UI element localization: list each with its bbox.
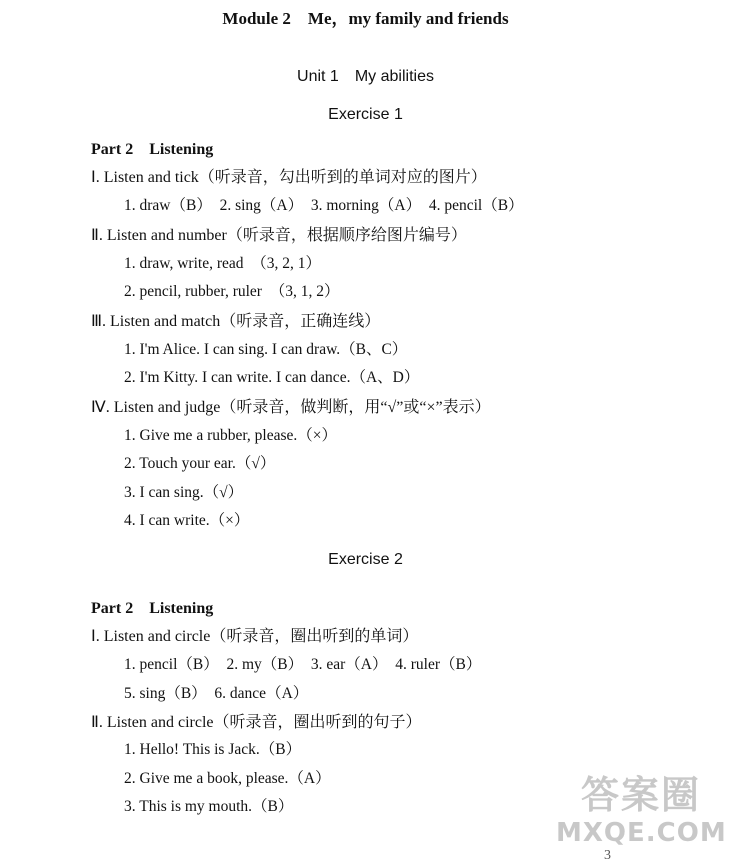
watermark-bottom-text: MXQE.COM bbox=[556, 818, 727, 848]
module-title: Module 2 Me，my family and friends bbox=[222, 9, 509, 28]
ex1-section-4-heading: Ⅳ. Listen and judge（听录音，做判断，用“√”或“×”表示） bbox=[91, 399, 491, 416]
page-number: 3 bbox=[604, 848, 611, 863]
ex2-section-2-heading: Ⅱ. Listen and circle（听录音，圈出听到的句子） bbox=[91, 714, 422, 731]
exercise-2-part-title: Part 2 Listening bbox=[91, 600, 214, 617]
watermark-logo bbox=[556, 772, 726, 862]
ex1-section-3-heading: Ⅲ. Listen and match（听录音，正确连线） bbox=[91, 313, 381, 330]
ex2-section-1-line-2: 5. sing（B） 6. dance（A） bbox=[124, 685, 309, 702]
exercise-1-part-title: Part 2 Listening bbox=[91, 141, 214, 158]
ex1-section-2-heading: Ⅱ. Listen and number（听录音，根据顺序给图片编号） bbox=[91, 227, 467, 244]
ex2-section-2-line-1: 1. Hello! This is Jack.（B） bbox=[124, 741, 302, 758]
ex2-section-2-line-2: 2. Give me a book, please.（A） bbox=[124, 770, 331, 787]
ex2-section-1-line-1: 1. pencil（B） 2. my（B） 3. ear（A） 4. ruler（B） bbox=[124, 656, 482, 673]
ex1-section-4-line-1: 1. Give me a rubber, please.（×） bbox=[124, 427, 337, 444]
ex1-section-4-line-3: 3. I can sing.（√） bbox=[124, 484, 244, 501]
ex1-section-3-line-1: 1. I'm Alice. I can sing. I can draw.（B、C） bbox=[124, 341, 408, 358]
ex1-section-2-line-1: 1. draw, write, read （3, 2, 1） bbox=[124, 255, 321, 272]
ex1-section-2-line-2: 2. pencil, rubber, ruler （3, 1, 2） bbox=[124, 283, 340, 300]
ex1-section-4-line-4: 4. I can write.（×） bbox=[124, 512, 250, 529]
unit-title: Unit 1 My abilities bbox=[297, 68, 434, 85]
ex2-section-1-heading: Ⅰ. Listen and circle（听录音，圈出听到的单词） bbox=[91, 628, 419, 645]
exercise-2-title: Exercise 2 bbox=[328, 551, 403, 568]
ex2-section-2-line-3: 3. This is my mouth.（B） bbox=[124, 798, 294, 815]
ex1-section-1-heading: Ⅰ. Listen and tick（听录音，勾出听到的单词对应的图片） bbox=[91, 169, 487, 186]
exercise-1-title: Exercise 1 bbox=[328, 106, 403, 123]
ex1-section-4-line-2: 2. Touch your ear.（√） bbox=[124, 455, 276, 472]
ex1-section-3-line-2: 2. I'm Kitty. I can write. I can dance.（A、D） bbox=[124, 369, 420, 386]
ex1-section-1-line-1: 1. draw（B） 2. sing（A） 3. morning（A） 4. pencil（B） bbox=[124, 197, 524, 214]
watermark-top-text: 答案圈 bbox=[580, 773, 701, 817]
